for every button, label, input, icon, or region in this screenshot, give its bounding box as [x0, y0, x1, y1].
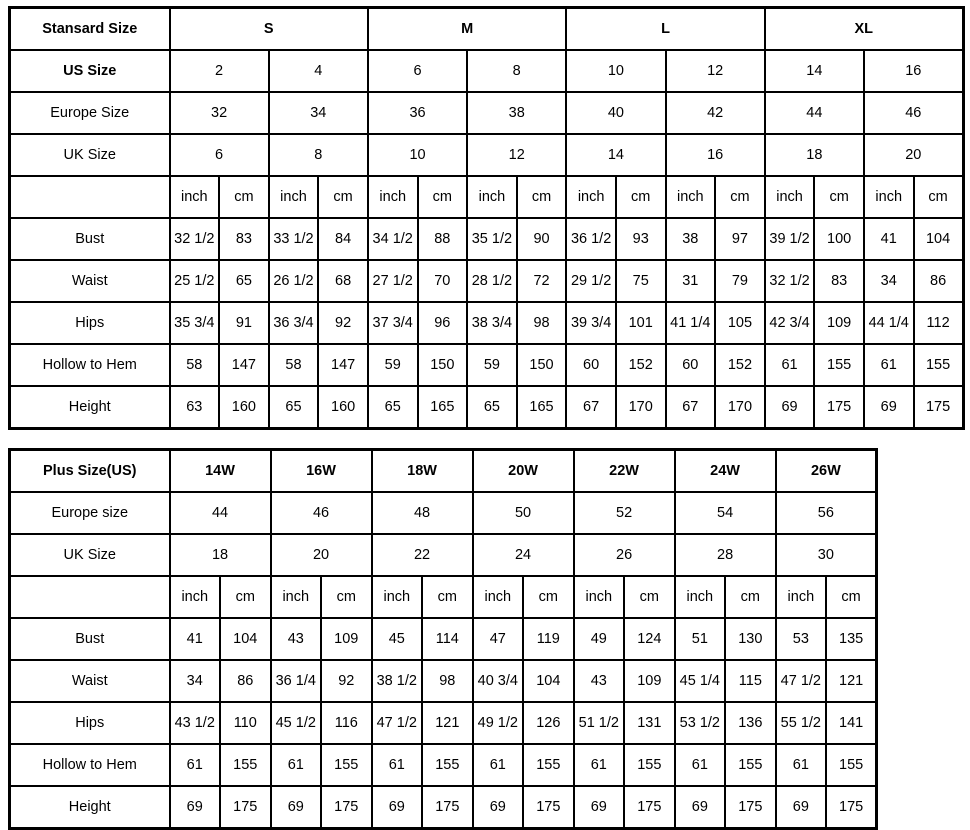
table-row-units — [10, 176, 964, 218]
cell-plus-bust-2: 43 — [271, 618, 322, 660]
cell-plus-hips-5: 121 — [422, 702, 473, 744]
cell-waist-3: 68 — [318, 260, 368, 302]
unit-cell: cm — [725, 576, 776, 618]
unit-cell: inch — [776, 576, 827, 618]
cell-plus-hips-8: 51 1/2 — [574, 702, 625, 744]
size-header-14w: 14W — [170, 450, 271, 493]
cell-waist-10: 31 — [666, 260, 716, 302]
table-row-units — [10, 576, 877, 618]
table-row — [10, 92, 964, 134]
cell-waist-11: 79 — [715, 260, 765, 302]
cell-bust-11: 97 — [715, 218, 765, 260]
table-row — [10, 134, 964, 176]
cell-plus-bust-3: 109 — [321, 618, 372, 660]
cell-plus-hollow-13: 155 — [826, 744, 877, 786]
cell-plus-bust-6: 47 — [473, 618, 524, 660]
cell-hips-0: 35 3/4 — [170, 302, 220, 344]
cell-hollow-2: 58 — [269, 344, 319, 386]
cell-plus-bust-1: 104 — [220, 618, 271, 660]
cell-plus-hips-13: 141 — [826, 702, 877, 744]
cell-plus-waist-5: 98 — [422, 660, 473, 702]
cell-plus-bust-0: 41 — [170, 618, 221, 660]
unit-cell: inch — [170, 576, 221, 618]
size-header-s: S — [170, 8, 368, 51]
cell-height-0: 63 — [170, 386, 220, 429]
cell-plus-height-0: 69 — [170, 786, 221, 829]
cell-height-10: 67 — [666, 386, 716, 429]
cell-hips-11: 105 — [715, 302, 765, 344]
cell-plus-height-11: 175 — [725, 786, 776, 829]
cell-bust-15: 104 — [914, 218, 964, 260]
unit-cell: cm — [523, 576, 574, 618]
cell-height-12: 69 — [765, 386, 815, 429]
cell-waist-9: 75 — [616, 260, 666, 302]
cell-plus-hips-1: 110 — [220, 702, 271, 744]
unit-cell: cm — [321, 576, 372, 618]
table-row — [10, 386, 964, 429]
size-header-22w: 22W — [574, 450, 675, 493]
cell-plus-height-7: 175 — [523, 786, 574, 829]
cell-europe-size-6: 44 — [765, 92, 864, 134]
unit-cell: inch — [473, 576, 524, 618]
table-row — [10, 618, 877, 660]
cell-plus-hollow-2: 61 — [271, 744, 322, 786]
cell-plus-europe-2: 48 — [372, 492, 473, 534]
cell-europe-size-1: 34 — [269, 92, 368, 134]
cell-plus-hips-9: 131 — [624, 702, 675, 744]
cell-plus-europe-3: 50 — [473, 492, 574, 534]
cell-hips-7: 98 — [517, 302, 567, 344]
cell-bust-6: 35 1/2 — [467, 218, 517, 260]
cell-hips-6: 38 3/4 — [467, 302, 517, 344]
cell-bust-0: 32 1/2 — [170, 218, 220, 260]
cell-hollow-15: 155 — [914, 344, 964, 386]
cell-plus-hollow-4: 61 — [372, 744, 423, 786]
cell-hips-5: 96 — [418, 302, 468, 344]
row-label-hips: Hips — [10, 302, 170, 344]
table-row — [10, 344, 964, 386]
cell-hollow-10: 60 — [666, 344, 716, 386]
size-header-20w: 20W — [473, 450, 574, 493]
row-label-height: Height — [10, 386, 170, 429]
row-label-waist: Waist — [10, 260, 170, 302]
row-label-us-size: US Size — [10, 50, 170, 92]
cell-plus-hollow-8: 61 — [574, 744, 625, 786]
cell-hollow-4: 59 — [368, 344, 418, 386]
cell-plus-waist-1: 86 — [220, 660, 271, 702]
size-header-24w: 24W — [675, 450, 776, 493]
unit-cell: cm — [422, 576, 473, 618]
cell-waist-4: 27 1/2 — [368, 260, 418, 302]
cell-plus-height-3: 175 — [321, 786, 372, 829]
cell-uk-size-7: 20 — [864, 134, 963, 176]
unit-cell: cm — [318, 176, 368, 218]
unit-cell: inch — [864, 176, 914, 218]
cell-plus-height-1: 175 — [220, 786, 271, 829]
unit-cell: cm — [616, 176, 666, 218]
unit-cell: inch — [765, 176, 815, 218]
cell-waist-12: 32 1/2 — [765, 260, 815, 302]
cell-plus-hips-11: 136 — [725, 702, 776, 744]
cell-us-size-0: 2 — [170, 50, 269, 92]
row-label-bust: Bust — [10, 218, 170, 260]
cell-plus-uk-5: 28 — [675, 534, 776, 576]
cell-europe-size-3: 38 — [467, 92, 566, 134]
unit-cell: inch — [368, 176, 418, 218]
cell-height-4: 65 — [368, 386, 418, 429]
cell-us-size-7: 16 — [864, 50, 963, 92]
cell-plus-uk-0: 18 — [170, 534, 271, 576]
row-label-europe-size: Europe Size — [10, 92, 170, 134]
cell-hips-10: 41 1/4 — [666, 302, 716, 344]
cell-hips-2: 36 3/4 — [269, 302, 319, 344]
cell-hollow-3: 147 — [318, 344, 368, 386]
unit-cell: inch — [271, 576, 322, 618]
cell-uk-size-1: 8 — [269, 134, 368, 176]
cell-plus-hips-4: 47 1/2 — [372, 702, 423, 744]
cell-hips-1: 91 — [219, 302, 269, 344]
cell-bust-3: 84 — [318, 218, 368, 260]
cell-plus-hips-0: 43 1/2 — [170, 702, 221, 744]
table-divider — [8, 430, 962, 448]
cell-hollow-9: 152 — [616, 344, 666, 386]
cell-hips-3: 92 — [318, 302, 368, 344]
cell-plus-uk-4: 26 — [574, 534, 675, 576]
cell-plus-europe-0: 44 — [170, 492, 271, 534]
cell-hollow-0: 58 — [170, 344, 220, 386]
size-header-l: L — [566, 8, 764, 51]
unit-cell: cm — [418, 176, 468, 218]
cell-uk-size-0: 6 — [170, 134, 269, 176]
unit-cell: cm — [624, 576, 675, 618]
cell-hollow-6: 59 — [467, 344, 517, 386]
cell-uk-size-4: 14 — [566, 134, 665, 176]
cell-us-size-2: 6 — [368, 50, 467, 92]
cell-plus-height-5: 175 — [422, 786, 473, 829]
unit-cell: inch — [170, 176, 220, 218]
cell-plus-waist-2: 36 1/4 — [271, 660, 322, 702]
cell-height-7: 165 — [517, 386, 567, 429]
cell-plus-hollow-12: 61 — [776, 744, 827, 786]
cell-plus-hips-12: 55 1/2 — [776, 702, 827, 744]
cell-plus-height-12: 69 — [776, 786, 827, 829]
cell-waist-14: 34 — [864, 260, 914, 302]
cell-plus-europe-5: 54 — [675, 492, 776, 534]
cell-plus-hollow-10: 61 — [675, 744, 726, 786]
cell-plus-bust-12: 53 — [776, 618, 827, 660]
table-row — [10, 450, 877, 493]
plus-corner-label: Plus Size(US) — [10, 450, 170, 493]
cell-bust-5: 88 — [418, 218, 468, 260]
cell-plus-europe-6: 56 — [776, 492, 877, 534]
cell-waist-13: 83 — [814, 260, 864, 302]
cell-us-size-6: 14 — [765, 50, 864, 92]
cell-europe-size-2: 36 — [368, 92, 467, 134]
unit-cell: inch — [269, 176, 319, 218]
cell-plus-hollow-3: 155 — [321, 744, 372, 786]
row-label-plus-hollow-to-hem: Hollow to Hem — [10, 744, 170, 786]
cell-bust-4: 34 1/2 — [368, 218, 418, 260]
cell-height-8: 67 — [566, 386, 616, 429]
unit-cell: inch — [372, 576, 423, 618]
standard-size-table — [8, 6, 965, 430]
cell-plus-bust-7: 119 — [523, 618, 574, 660]
row-label-plus-waist: Waist — [10, 660, 170, 702]
row-label-hollow-to-hem: Hollow to Hem — [10, 344, 170, 386]
unit-cell: inch — [675, 576, 726, 618]
cell-uk-size-6: 18 — [765, 134, 864, 176]
row-label-plus-europe-size: Europe size — [10, 492, 170, 534]
cell-plus-waist-0: 34 — [170, 660, 221, 702]
table-row — [10, 218, 964, 260]
cell-plus-hollow-1: 155 — [220, 744, 271, 786]
table-row — [10, 50, 964, 92]
row-label-plus-hips: Hips — [10, 702, 170, 744]
cell-europe-size-7: 46 — [864, 92, 963, 134]
cell-uk-size-5: 16 — [666, 134, 765, 176]
cell-europe-size-0: 32 — [170, 92, 269, 134]
size-header-26w: 26W — [776, 450, 877, 493]
unit-cell: inch — [666, 176, 716, 218]
unit-cell: cm — [715, 176, 765, 218]
cell-plus-hips-2: 45 1/2 — [271, 702, 322, 744]
cell-height-15: 175 — [914, 386, 964, 429]
cell-uk-size-3: 12 — [467, 134, 566, 176]
cell-us-size-4: 10 — [566, 50, 665, 92]
cell-hips-9: 101 — [616, 302, 666, 344]
size-header-16w: 16W — [271, 450, 372, 493]
cell-hollow-12: 61 — [765, 344, 815, 386]
cell-bust-1: 83 — [219, 218, 269, 260]
cell-hollow-1: 147 — [219, 344, 269, 386]
unit-cell: cm — [517, 176, 567, 218]
unit-cell: cm — [914, 176, 964, 218]
cell-us-size-1: 4 — [269, 50, 368, 92]
cell-height-6: 65 — [467, 386, 517, 429]
cell-plus-height-10: 69 — [675, 786, 726, 829]
cell-hollow-5: 150 — [418, 344, 468, 386]
cell-plus-hollow-7: 155 — [523, 744, 574, 786]
cell-plus-hips-10: 53 1/2 — [675, 702, 726, 744]
cell-plus-height-13: 175 — [826, 786, 877, 829]
cell-hollow-13: 155 — [814, 344, 864, 386]
cell-plus-bust-13: 135 — [826, 618, 877, 660]
cell-europe-size-5: 42 — [666, 92, 765, 134]
unit-cell: inch — [566, 176, 616, 218]
size-header-m: M — [368, 8, 566, 51]
cell-plus-uk-3: 24 — [473, 534, 574, 576]
cell-uk-size-2: 10 — [368, 134, 467, 176]
cell-europe-size-4: 40 — [566, 92, 665, 134]
cell-height-1: 160 — [219, 386, 269, 429]
cell-height-3: 160 — [318, 386, 368, 429]
cell-plus-uk-2: 22 — [372, 534, 473, 576]
cell-plus-bust-5: 114 — [422, 618, 473, 660]
cell-height-13: 175 — [814, 386, 864, 429]
row-label-plus-bust: Bust — [10, 618, 170, 660]
cell-plus-bust-9: 124 — [624, 618, 675, 660]
table-row — [10, 702, 877, 744]
plus-units-row-empty-label — [10, 576, 170, 618]
cell-height-11: 170 — [715, 386, 765, 429]
table-row — [10, 744, 877, 786]
cell-waist-8: 29 1/2 — [566, 260, 616, 302]
cell-plus-europe-1: 46 — [271, 492, 372, 534]
unit-cell: cm — [826, 576, 877, 618]
table-row — [10, 786, 877, 829]
cell-plus-bust-8: 49 — [574, 618, 625, 660]
cell-height-5: 165 — [418, 386, 468, 429]
cell-plus-hips-6: 49 1/2 — [473, 702, 524, 744]
cell-plus-waist-3: 92 — [321, 660, 372, 702]
unit-cell: inch — [574, 576, 625, 618]
table-row — [10, 8, 964, 51]
cell-plus-waist-7: 104 — [523, 660, 574, 702]
cell-plus-hips-7: 126 — [523, 702, 574, 744]
plus-size-table — [8, 448, 878, 830]
table-row — [10, 260, 964, 302]
cell-plus-bust-4: 45 — [372, 618, 423, 660]
cell-bust-12: 39 1/2 — [765, 218, 815, 260]
cell-plus-hollow-6: 61 — [473, 744, 524, 786]
cell-bust-2: 33 1/2 — [269, 218, 319, 260]
cell-plus-hollow-9: 155 — [624, 744, 675, 786]
table-row — [10, 302, 964, 344]
cell-waist-2: 26 1/2 — [269, 260, 319, 302]
cell-plus-height-4: 69 — [372, 786, 423, 829]
cell-plus-uk-6: 30 — [776, 534, 877, 576]
row-label-plus-height: Height — [10, 786, 170, 829]
cell-plus-europe-4: 52 — [574, 492, 675, 534]
size-header-18w: 18W — [372, 450, 473, 493]
cell-bust-9: 93 — [616, 218, 666, 260]
unit-cell: cm — [219, 176, 269, 218]
cell-us-size-3: 8 — [467, 50, 566, 92]
cell-plus-waist-4: 38 1/2 — [372, 660, 423, 702]
cell-height-2: 65 — [269, 386, 319, 429]
table-row — [10, 492, 877, 534]
units-row-empty-label — [10, 176, 170, 218]
cell-bust-7: 90 — [517, 218, 567, 260]
cell-waist-6: 28 1/2 — [467, 260, 517, 302]
cell-plus-height-9: 175 — [624, 786, 675, 829]
cell-plus-height-6: 69 — [473, 786, 524, 829]
cell-height-9: 170 — [616, 386, 666, 429]
size-header-xl: XL — [765, 8, 963, 51]
cell-plus-waist-6: 40 3/4 — [473, 660, 524, 702]
cell-hollow-8: 60 — [566, 344, 616, 386]
row-label-plus-uk-size: UK Size — [10, 534, 170, 576]
cell-hips-8: 39 3/4 — [566, 302, 616, 344]
cell-bust-13: 100 — [814, 218, 864, 260]
cell-hips-15: 112 — [914, 302, 964, 344]
cell-plus-waist-8: 43 — [574, 660, 625, 702]
cell-waist-7: 72 — [517, 260, 567, 302]
cell-plus-bust-10: 51 — [675, 618, 726, 660]
cell-plus-hollow-5: 155 — [422, 744, 473, 786]
cell-plus-waist-11: 115 — [725, 660, 776, 702]
cell-hips-13: 109 — [814, 302, 864, 344]
table-row — [10, 660, 877, 702]
cell-us-size-5: 12 — [666, 50, 765, 92]
cell-waist-1: 65 — [219, 260, 269, 302]
unit-cell: inch — [467, 176, 517, 218]
cell-height-14: 69 — [864, 386, 914, 429]
table-row — [10, 534, 877, 576]
cell-hips-14: 44 1/4 — [864, 302, 914, 344]
cell-plus-bust-11: 130 — [725, 618, 776, 660]
cell-hollow-11: 152 — [715, 344, 765, 386]
unit-cell: cm — [220, 576, 271, 618]
standard-corner-label: Stansard Size — [10, 8, 170, 51]
cell-waist-15: 86 — [914, 260, 964, 302]
cell-hollow-7: 150 — [517, 344, 567, 386]
cell-plus-waist-10: 45 1/4 — [675, 660, 726, 702]
cell-plus-hollow-11: 155 — [725, 744, 776, 786]
cell-waist-5: 70 — [418, 260, 468, 302]
cell-waist-0: 25 1/2 — [170, 260, 220, 302]
cell-plus-waist-13: 121 — [826, 660, 877, 702]
cell-bust-14: 41 — [864, 218, 914, 260]
cell-plus-waist-9: 109 — [624, 660, 675, 702]
cell-bust-10: 38 — [666, 218, 716, 260]
cell-hollow-14: 61 — [864, 344, 914, 386]
cell-hips-12: 42 3/4 — [765, 302, 815, 344]
cell-hips-4: 37 3/4 — [368, 302, 418, 344]
cell-plus-hollow-0: 61 — [170, 744, 221, 786]
unit-cell: cm — [814, 176, 864, 218]
cell-plus-height-2: 69 — [271, 786, 322, 829]
cell-plus-uk-1: 20 — [271, 534, 372, 576]
cell-plus-height-8: 69 — [574, 786, 625, 829]
cell-plus-waist-12: 47 1/2 — [776, 660, 827, 702]
cell-plus-hips-3: 116 — [321, 702, 372, 744]
row-label-uk-size: UK Size — [10, 134, 170, 176]
cell-bust-8: 36 1/2 — [566, 218, 616, 260]
